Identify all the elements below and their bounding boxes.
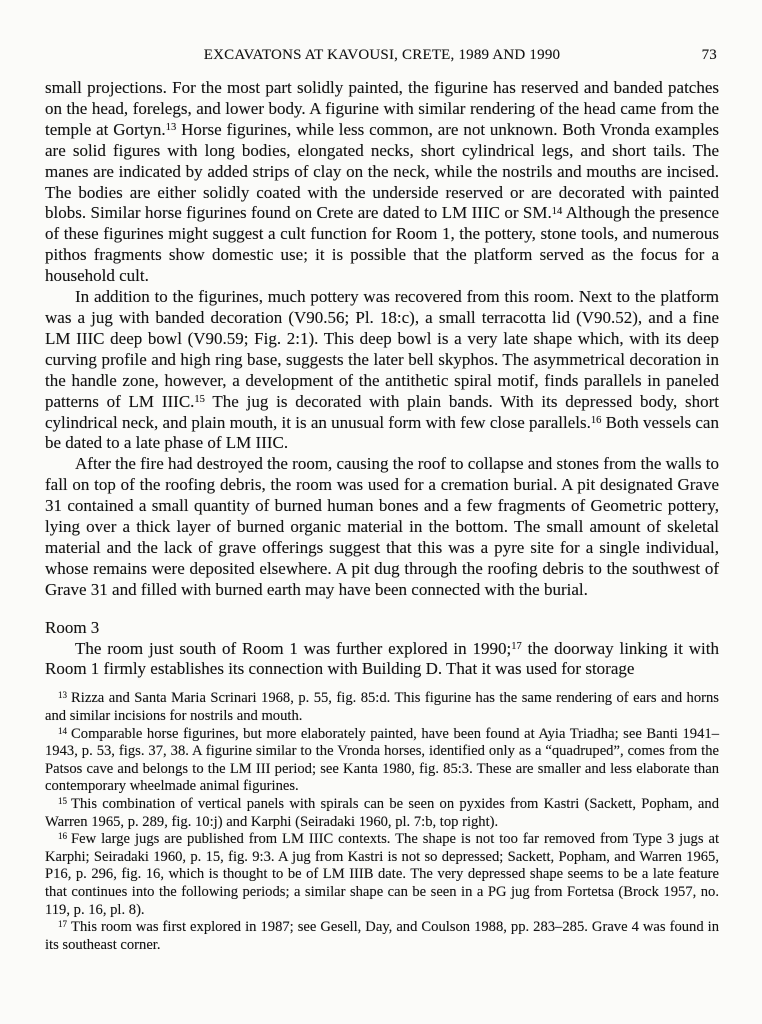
footnote-ref: 13: [165, 122, 177, 134]
footnote-number: 16: [58, 831, 68, 842]
footnote-ref: 16: [590, 414, 602, 426]
footnote-number: 17: [58, 919, 68, 930]
running-head: [45, 46, 719, 64]
footnote-number: 14: [58, 725, 68, 736]
footnote: $^{13}$ Rizza and Santa Maria Scrinari 1968, p. 55, fig. 85:d. This figurine has the same rendering of ears and horns and similar incisions for nostrils and mouth.: [45, 690, 719, 724]
footnotes: [45, 690, 719, 954]
text-column: [45, 46, 719, 954]
body-paragraph: After the fire had destroyed the room, causing the roof to collapse and stones from the walls to fall on top of the roofing debris, the room was used for a cremation burial. A pit designated Grave 31 contained a small quantity of burned human bones and a few fragments of Geometric pottery, lying over a thick layer of burned organic material in the bottom. The small amount of skeletal material and the lack of grave offerings suggest that this was a pyre site for a single individual, whose remains were deposited elsewhere. A pit dug through the roofing debris to the southwest of Grave 31 and filled with burned earth may have been connected with the burial.: [45, 454, 719, 599]
page-title: EXCAVATONS AT KAVOUSI, CRETE, 1989 AND 1990: [203, 47, 561, 63]
footnote-number: 15: [58, 795, 68, 806]
body-text: [45, 78, 719, 680]
body-paragraph: small projections. For the most part solidly painted, the figurine has reserved and banded patches on the head, forelegs, and lower body. A figurine with similar rendering of the head came from the temple at Gortyn.$^{13}$ Horse figurines, while less common, are not unknown. Both Vronda examples are solid figures with long bodies, elongated necks, short cylindrical legs, and short tails. The manes are indicated by added strips of clay on the neck, while the nostrils and mouths are incised. The bodies are either solidly coated with the underside reserved or are decorated with painted blobs. Similar horse figurines found on Crete are dated to LM IIIC or SM.$^{14}$ Although the presence of these figurines might suggest a cult function for Room 1, the pottery, stone tools, and numerous pithos fragments show domestic use; it is possible that the platform served as the focus for a household cult.: [45, 78, 719, 286]
body-paragraph: The room just south of Room 1 was further explored in 1990;$^{17}$ the doorway linking it with Room 1 firmly establishes its connection with Building D. That it was used for storage: [45, 638, 719, 679]
footnote-ref: 15: [194, 393, 205, 405]
footnote-number: 13: [58, 690, 68, 701]
body-paragraph: In addition to the figurines, much pottery was recovered from this room. Next to the platform was a jug with banded decoration (V90.56; Pl. 18:c), a small terracotta lid (V90.52), and a fine LM IIIC deep bowl (V90.59; Fig. 2:1). This deep bowl is a very late shape which, with its deep curving profile and high ring base, suggests the later bell skyphos. The asymmetrical decoration in the handle zone, however, a development of the antithetic spiral motif, finds parallels in paneled patterns of LM IIIC.$^{15}$ The jug is decorated with plain bands. With its depressed body, short cylindrical neck, and plain mouth, it is an unusual form with few close parallels.$^{16}$ Both vessels can be dated to a late phase of LM IIIC.: [45, 287, 719, 453]
footnote: $^{14}$ Comparable horse figurines, but more elaborately painted, have been found at Ayia Triadha; see Banti 1941–1943, p. 53, figs. 37, 38. A figurine similar to the Vronda horses, identified only as a “quadruped”, comes from the Patsos cave and belongs to the LM III period; see Kanta 1980, fig. 85:3. These are smaller and less elaborate than contemporary wheelmade animal figurines.: [45, 725, 719, 795]
footnote-ref: 17: [511, 640, 522, 652]
page-number: 73: [701, 47, 717, 63]
footnote: $^{16}$ Few large jugs are published from LM IIIC contexts. The shape is not too far removed from Type 3 jugs at Karphi; Seiradaki 1960, p. 15, fig. 9:3. A jug from Kastri is not so depressed; Sackett, Popham, and Warren 1965, P16, p. 296, fig. 16, which is thought to be of LM IIIB date. The very depressed shape seems to be a late feature that continues into the following periods; a similar shape can be seen in a PG jug from Fortetsa (Brock 1957, no. 119, p. 16, pl. 8).: [45, 831, 719, 918]
footnote: $^{15}$ This combination of vertical panels with spirals can be seen on pyxides from Kastri (Sackett, Popham, and Warren 1965, p. 289, fig. 10:j) and Karphi (Seiradaki 1960, pl. 7:b, top right).: [45, 795, 719, 830]
footnote-ref: 14: [551, 205, 563, 217]
section-heading: Room 3: [45, 617, 100, 637]
footnote: $^{17}$ This room was first explored in 1987; see Gesell, Day, and Coulson 1988, pp. 283–285. Grave 4 was found in its southeast corner.: [45, 919, 719, 953]
